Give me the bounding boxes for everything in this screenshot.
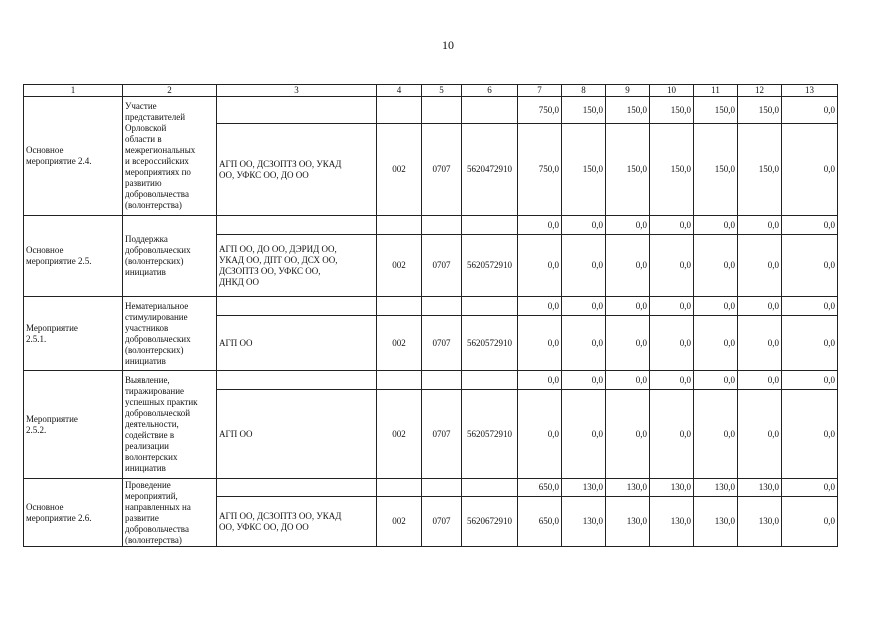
table-row-total (24, 297, 838, 316)
amount-cell: 0,0 (606, 390, 650, 479)
empty-cell (422, 216, 462, 235)
empty-cell (377, 216, 422, 235)
code-cell: 002 (377, 235, 422, 297)
amount-cell: 0,0 (650, 390, 694, 479)
amount-cell: 0,0 (518, 216, 562, 235)
executors-cell: АГП ОО (217, 316, 377, 371)
column-header: 13 (782, 85, 838, 97)
amount-cell: 0,0 (782, 390, 838, 479)
event-description: Выявление, тиражирование успешных практик добровольческой деятельности, содействие в реализации волонтерских инициатив (123, 371, 217, 479)
table-row-total (24, 479, 838, 497)
amount-cell: 0,0 (782, 316, 838, 371)
amount-cell: 0,0 (738, 371, 782, 390)
amount-cell: 150,0 (738, 97, 782, 124)
amount-cell: 0,0 (694, 235, 738, 297)
amount-cell: 150,0 (562, 97, 606, 124)
event-name: Мероприятие 2.5.2. (24, 371, 123, 479)
amount-cell: 150,0 (694, 124, 738, 216)
code-cell: 002 (377, 124, 422, 216)
target-code-cell: 5620572910 (462, 235, 518, 297)
amount-cell: 0,0 (738, 216, 782, 235)
amount-cell: 130,0 (694, 479, 738, 497)
table-row-total (24, 371, 838, 390)
empty-cell (462, 97, 518, 124)
empty-cell (217, 97, 377, 124)
amount-cell: 0,0 (694, 371, 738, 390)
amount-cell: 0,0 (606, 216, 650, 235)
executors-cell: АГП ОО, ДСЗОПТЗ ОО, УКАД ОО, УФКС ОО, ДО ОО (217, 124, 377, 216)
budget-table (23, 84, 838, 547)
column-header: 12 (738, 85, 782, 97)
amount-cell: 0,0 (694, 297, 738, 316)
amount-cell: 130,0 (606, 479, 650, 497)
empty-cell (217, 297, 377, 316)
amount-cell: 150,0 (562, 124, 606, 216)
amount-cell: 150,0 (650, 97, 694, 124)
amount-cell: 0,0 (562, 371, 606, 390)
column-header: 1 (24, 85, 123, 97)
amount-cell: 0,0 (518, 371, 562, 390)
target-code-cell: 5620472910 (462, 124, 518, 216)
column-header: 11 (694, 85, 738, 97)
amount-cell: 0,0 (650, 371, 694, 390)
amount-cell: 0,0 (782, 235, 838, 297)
target-code-cell: 5620572910 (462, 316, 518, 371)
amount-cell: 0,0 (738, 235, 782, 297)
amount-cell: 750,0 (518, 124, 562, 216)
empty-cell (422, 479, 462, 497)
empty-cell (422, 371, 462, 390)
amount-cell: 0,0 (650, 316, 694, 371)
executors-cell: АГП ОО, ДСЗОПТЗ ОО, УКАД ОО, УФКС ОО, ДО ОО (217, 497, 377, 547)
amount-cell: 150,0 (606, 97, 650, 124)
amount-cell: 150,0 (738, 124, 782, 216)
event-description: Поддержка добровольческих (волонтерских) инициатив (123, 216, 217, 297)
amount-cell: 0,0 (782, 497, 838, 547)
amount-cell: 130,0 (650, 479, 694, 497)
amount-cell: 0,0 (738, 316, 782, 371)
amount-cell: 0,0 (782, 124, 838, 216)
empty-cell (377, 297, 422, 316)
table-row-total (24, 97, 838, 124)
amount-cell: 0,0 (562, 235, 606, 297)
amount-cell: 0,0 (606, 235, 650, 297)
executors-cell: АГП ОО (217, 390, 377, 479)
event-description: Участие представителей Орловской области в межрегиональных и всероссийских мероприятиях по развитию добровольчества (волонтерства) (123, 97, 217, 216)
amount-cell: 130,0 (562, 497, 606, 547)
section-cell: 0707 (422, 124, 462, 216)
section-cell: 0707 (422, 497, 462, 547)
amount-cell: 0,0 (650, 297, 694, 316)
amount-cell: 130,0 (694, 497, 738, 547)
empty-cell (377, 97, 422, 124)
empty-cell (462, 216, 518, 235)
amount-cell: 0,0 (782, 97, 838, 124)
amount-cell: 0,0 (738, 297, 782, 316)
amount-cell: 0,0 (650, 235, 694, 297)
amount-cell: 0,0 (562, 297, 606, 316)
amount-cell: 130,0 (738, 479, 782, 497)
amount-cell: 0,0 (738, 390, 782, 479)
amount-cell: 0,0 (562, 316, 606, 371)
header-row (24, 85, 838, 97)
amount-cell: 0,0 (782, 297, 838, 316)
code-cell: 002 (377, 390, 422, 479)
page-number: 10 (442, 38, 454, 52)
empty-cell (217, 371, 377, 390)
amount-cell: 0,0 (782, 479, 838, 497)
amount-cell: 750,0 (518, 97, 562, 124)
table-row-total (24, 216, 838, 235)
amount-cell: 0,0 (694, 390, 738, 479)
event-name: Основное мероприятие 2.5. (24, 216, 123, 297)
empty-cell (462, 297, 518, 316)
amount-cell: 0,0 (518, 297, 562, 316)
empty-cell (462, 371, 518, 390)
column-header: 3 (217, 85, 377, 97)
empty-cell (217, 479, 377, 497)
event-description: Нематериальное стимулирование участников добровольческих (волонтерских) инициатив (123, 297, 217, 371)
target-code-cell: 5620572910 (462, 390, 518, 479)
amount-cell: 0,0 (562, 216, 606, 235)
empty-cell (377, 371, 422, 390)
amount-cell: 0,0 (606, 297, 650, 316)
column-header: 2 (123, 85, 217, 97)
amount-cell: 0,0 (606, 371, 650, 390)
code-cell: 002 (377, 497, 422, 547)
amount-cell: 0,0 (518, 235, 562, 297)
column-header: 6 (462, 85, 518, 97)
amount-cell: 0,0 (562, 390, 606, 479)
column-header: 10 (650, 85, 694, 97)
empty-cell (422, 97, 462, 124)
amount-cell: 150,0 (650, 124, 694, 216)
empty-cell (377, 479, 422, 497)
section-cell: 0707 (422, 390, 462, 479)
empty-cell (422, 297, 462, 316)
amount-cell: 130,0 (738, 497, 782, 547)
empty-cell (217, 216, 377, 235)
amount-cell: 130,0 (562, 479, 606, 497)
amount-cell: 130,0 (606, 497, 650, 547)
event-name: Основное мероприятие 2.6. (24, 479, 123, 547)
empty-cell (462, 479, 518, 497)
event-name: Основное мероприятие 2.4. (24, 97, 123, 216)
column-header: 4 (377, 85, 422, 97)
amount-cell: 0,0 (518, 390, 562, 479)
column-header: 7 (518, 85, 562, 97)
amount-cell: 650,0 (518, 497, 562, 547)
target-code-cell: 5620672910 (462, 497, 518, 547)
section-cell: 0707 (422, 235, 462, 297)
amount-cell: 150,0 (606, 124, 650, 216)
amount-cell: 130,0 (650, 497, 694, 547)
event-description: Проведение мероприятий, направленных на развитие добровольчества (волонтерства) (123, 479, 217, 547)
amount-cell: 0,0 (650, 216, 694, 235)
amount-cell: 0,0 (782, 371, 838, 390)
amount-cell: 150,0 (694, 97, 738, 124)
amount-cell: 0,0 (606, 316, 650, 371)
amount-cell: 0,0 (782, 216, 838, 235)
event-name: Мероприятие 2.5.1. (24, 297, 123, 371)
section-cell: 0707 (422, 316, 462, 371)
amount-cell: 0,0 (694, 216, 738, 235)
executors-cell: АГП ОО, ДО ОО, ДЭРИД ОО, УКАД ОО, ДПТ ОО, ДСХ ОО, ДСЗОПТЗ ОО, УФКС ОО, ДНКД ОО (217, 235, 377, 297)
column-header: 9 (606, 85, 650, 97)
column-header: 8 (562, 85, 606, 97)
code-cell: 002 (377, 316, 422, 371)
amount-cell: 0,0 (518, 316, 562, 371)
column-header: 5 (422, 85, 462, 97)
amount-cell: 0,0 (694, 316, 738, 371)
amount-cell: 650,0 (518, 479, 562, 497)
